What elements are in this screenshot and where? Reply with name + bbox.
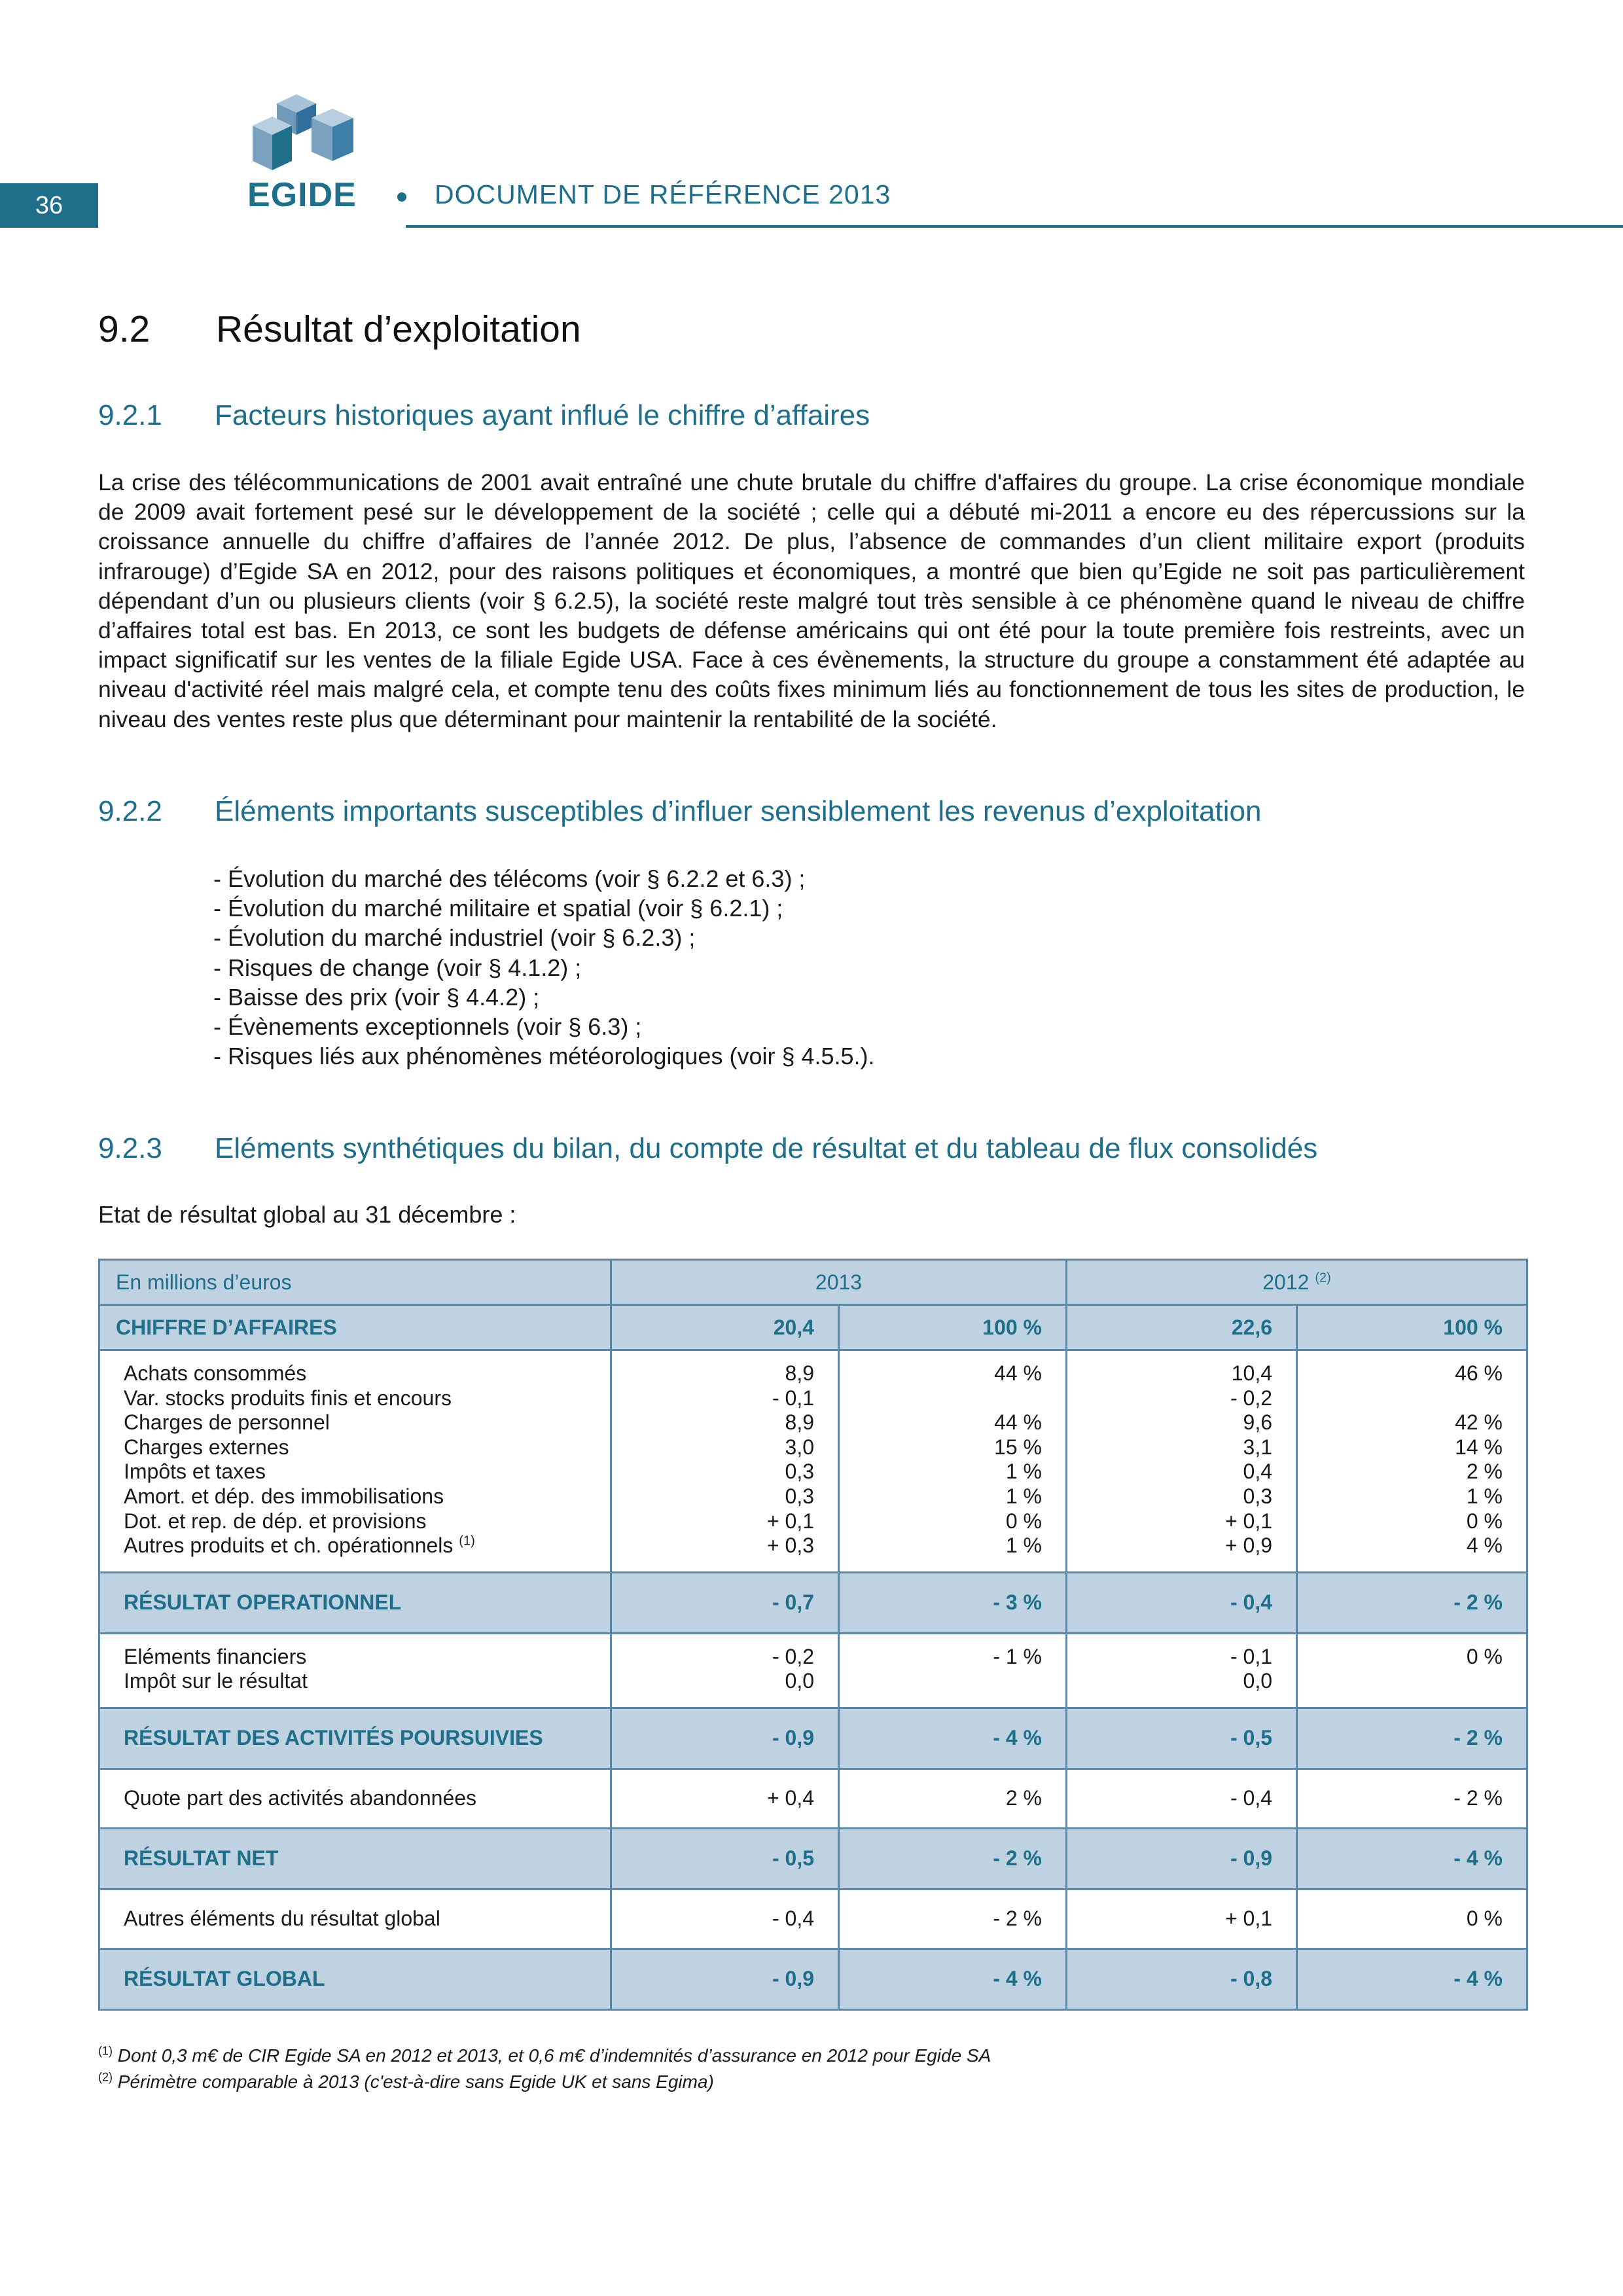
list-item: - Risques liés aux phénomènes météorologiques (voir § 4.5.5.).	[213, 1043, 875, 1070]
cell: 1 %	[1466, 1484, 1503, 1508]
cost-label: Dot. et rep. de dép. et provisions	[124, 1509, 427, 1533]
row-label: RÉSULTAT NET	[99, 1828, 611, 1889]
table-row-financial	[99, 1633, 1527, 1708]
table-caption: Etat de résultat global au 31 décembre :	[98, 1201, 516, 1228]
value-2013: + 0,4	[611, 1768, 839, 1828]
cost-label: Achats consommés	[124, 1361, 307, 1385]
table-header-row	[99, 1260, 1527, 1305]
value-2012: - 0,9	[1067, 1828, 1297, 1889]
financial-percents-2012	[1297, 1633, 1527, 1708]
cell: 1 %	[1005, 1460, 1042, 1484]
cost-labels	[99, 1350, 611, 1573]
subsection-number: 9.2.2	[98, 795, 162, 827]
cost-label: Impôts et taxes	[124, 1460, 266, 1484]
cell: - 0,2	[772, 1644, 814, 1668]
table-row-other-comprehensive	[99, 1889, 1527, 1948]
subsection-title: Eléments synthétiques du bilan, du compte de résultat et du tableau de flux consolidés	[215, 1132, 1318, 1164]
percent-2012: - 2 %	[1297, 1572, 1527, 1633]
subsection-heading-3	[98, 1132, 1317, 1165]
cell: 9,6	[1243, 1410, 1272, 1435]
cell: 8,9	[785, 1410, 814, 1435]
cost-percents-2012	[1297, 1350, 1527, 1573]
cell: 4 %	[1466, 1534, 1503, 1558]
table-row-discontinued	[99, 1768, 1527, 1828]
cell: 0 %	[1005, 1509, 1042, 1533]
section-heading	[98, 308, 581, 351]
value-2012: - 0,4	[1067, 1768, 1297, 1828]
cell: 44 %	[994, 1410, 1042, 1435]
cost-label: Autres produits et ch. opérationnels	[124, 1534, 454, 1558]
income-statement-table	[98, 1259, 1528, 2011]
footnote-ref: (1)	[459, 1534, 475, 1549]
list-item: - Risques de change (voir § 4.1.2) ;	[213, 954, 582, 981]
page-number: 36	[0, 183, 98, 228]
financial-values-2012	[1067, 1633, 1297, 1708]
value-2013: - 0,9	[611, 1708, 839, 1768]
cell: 14 %	[1455, 1435, 1503, 1459]
header-year-2012-label: 2012	[1262, 1270, 1310, 1294]
percent-2013: - 2 %	[839, 1889, 1067, 1948]
cell: 44 %	[994, 1361, 1042, 1385]
section-number: 9.2	[98, 308, 151, 350]
cell: 1 %	[1005, 1484, 1042, 1508]
list-item: - Évolution du marché industriel (voir § 6.2.3) ;	[213, 924, 696, 952]
percent-2012: - 4 %	[1297, 1948, 1527, 2009]
row-label: Impôt sur le résultat	[124, 1669, 308, 1693]
list-item: - Évolution du marché des télécoms (voir § 6.2.2 et 6.3) ;	[213, 865, 806, 892]
row-label: RÉSULTAT OPERATIONNEL	[99, 1572, 611, 1633]
value-2012: - 0,5	[1067, 1708, 1297, 1768]
cell: 10,4	[1231, 1361, 1272, 1385]
percent-2012: - 4 %	[1297, 1828, 1527, 1889]
cell: + 0,1	[766, 1509, 814, 1533]
cell: 0,3	[785, 1460, 814, 1484]
subsection-number: 9.2.3	[98, 1132, 162, 1164]
header-unit-label: En millions d’euros	[99, 1260, 611, 1305]
percent-2013: 100 %	[839, 1305, 1067, 1350]
table-row-costs	[99, 1350, 1527, 1573]
value-2012: - 0,4	[1067, 1572, 1297, 1633]
cell: 0,3	[785, 1484, 814, 1508]
row-label: CHIFFRE D’AFFAIRES	[99, 1305, 611, 1350]
percent-2013: - 4 %	[839, 1948, 1067, 2009]
cost-label: Var. stocks produits finis et encours	[124, 1386, 452, 1410]
value-2012: - 0,8	[1067, 1948, 1297, 2009]
cell: 8,9	[785, 1361, 814, 1385]
footnote-text: Dont 0,3 m€ de CIR Egide SA en 2012 et 2013, et 0,6 m€ d’indemnités d’assurance en 2012 pour Egide SA	[117, 2045, 991, 2066]
percent-2012: 100 %	[1297, 1305, 1527, 1350]
percent-2013: - 4 %	[839, 1708, 1067, 1768]
header-year-2012	[1067, 1260, 1527, 1305]
cell	[1321, 1386, 1503, 1411]
document-title: DOCUMENT DE RÉFÉRENCE 2013	[435, 179, 891, 209]
cell: - 0,1	[1230, 1644, 1272, 1668]
section-title: Résultat d’exploitation	[216, 308, 581, 350]
cell	[863, 1669, 1042, 1694]
subsection-title: Facteurs historiques ayant influé le chiffre d’affaires	[215, 399, 870, 431]
table-row-net-result	[99, 1828, 1527, 1889]
percent-2012: 0 %	[1297, 1889, 1527, 1948]
cell: 3,1	[1243, 1435, 1272, 1459]
value-2013: - 0,9	[611, 1948, 839, 2009]
cell: 42 %	[1455, 1410, 1503, 1435]
cost-label: Charges externes	[124, 1435, 289, 1459]
cell: 0,4	[1243, 1460, 1272, 1484]
cell: - 0,1	[772, 1386, 814, 1410]
list-item: - Évènements exceptionnels (voir § 6.3) ;	[213, 1013, 642, 1041]
cell: + 0,9	[1224, 1534, 1272, 1558]
cell: 0,3	[1243, 1484, 1272, 1508]
percent-2013: - 3 %	[839, 1572, 1067, 1633]
logo-wordmark: EGIDE	[247, 176, 357, 214]
row-label: Eléments financiers	[124, 1644, 307, 1668]
table-row-operating-result	[99, 1572, 1527, 1633]
footnote-ref: (2)	[1315, 1270, 1331, 1285]
cell	[1321, 1669, 1503, 1694]
value-2012: + 0,1	[1067, 1889, 1297, 1948]
subsection-heading-1	[98, 399, 870, 432]
cost-values-2012	[1067, 1350, 1297, 1573]
body-paragraph: La crise des télécommunications de 2001 avait entraîné une chute brutale du chiffre d'affaires du groupe. La crise économique mondiale de 2009 avait fortement pesé sur le développement de la société ; celle qui a débuté mi-2011 a encore eu des répercussions sur la croissance annuelle du chiffre d’affaires de l’année 2012. De plus, l’absence de commandes d’un client militaire export (produits infrarouge) d’Egide SA en 2012, pour des raisons politiques et économiques, a montré que bien qu’Egide ne soit pas particulièrement dépendant d’un ou plusieurs clients (voir § 6.2.5), la société reste malgré tout très sensible à ce phénomène quand le niveau de chiffre d’affaires total est bas. En 2013, ce sont les budgets de défense américains qui ont été pour la toute première fois restreints, avec un impact significatif sur les ventes de la filiale Egide USA. Face à ces évènements, la structure du groupe a constamment été adaptée au niveau d'activité réel mais malgré cela, et compte tenu des coûts fixes minimum liés au fonctionnement de tous les sites de production, le niveau des ventes reste plus que déterminant pour maintenir la rentabilité de la société.	[98, 469, 1525, 732]
subsection-heading-2	[98, 795, 1262, 828]
list-item: - Baisse des prix (voir § 4.4.2) ;	[213, 983, 540, 1011]
row-label: RÉSULTAT GLOBAL	[99, 1948, 611, 2009]
financial-labels	[99, 1633, 611, 1708]
cell: 46 %	[1455, 1361, 1503, 1385]
table-row-continuing-activities	[99, 1708, 1527, 1768]
percent-2013: 2 %	[839, 1768, 1067, 1828]
value-2013: - 0,7	[611, 1572, 839, 1633]
cell: 0 %	[1466, 1644, 1503, 1668]
footnote-2	[98, 2072, 714, 2092]
footnote-mark: (2)	[98, 2070, 113, 2084]
footnote-1	[98, 2045, 991, 2066]
cell: + 0,3	[766, 1534, 814, 1558]
row-label: Quote part des activités abandonnées	[99, 1768, 611, 1828]
cell: 0,0	[1243, 1669, 1272, 1693]
subsection-title: Éléments importants susceptibles d’influer sensiblement les revenus d’exploitation	[215, 795, 1262, 827]
table-row-global-result	[99, 1948, 1527, 2009]
cell: 0,0	[785, 1669, 814, 1693]
subsection-number: 9.2.1	[98, 399, 162, 431]
percent-2013: - 2 %	[839, 1828, 1067, 1889]
footnote-mark: (1)	[98, 2044, 113, 2058]
header-year-2013: 2013	[611, 1260, 1067, 1305]
list-item: - Évolution du marché militaire et spatial (voir § 6.2.1) ;	[213, 895, 783, 922]
value-2013: - 0,5	[611, 1828, 839, 1889]
header-bullet	[397, 192, 406, 202]
cell: + 0,1	[1224, 1509, 1272, 1533]
cost-values-2013	[611, 1350, 839, 1573]
cell: 15 %	[994, 1435, 1042, 1459]
value-2012: 22,6	[1067, 1305, 1297, 1350]
cost-label: Amort. et dép. des immobilisations	[124, 1484, 444, 1508]
cost-percents-2013	[839, 1350, 1067, 1573]
cell: 0 %	[1466, 1509, 1503, 1533]
financial-percents-2013	[839, 1633, 1067, 1708]
cell: 2 %	[1466, 1460, 1503, 1484]
row-label: RÉSULTAT DES ACTIVITÉS POURSUIVIES	[99, 1708, 611, 1768]
cost-label: Charges de personnel	[124, 1410, 330, 1435]
percent-2012: - 2 %	[1297, 1708, 1527, 1768]
cell: - 1 %	[993, 1644, 1042, 1668]
percent-2012: - 2 %	[1297, 1768, 1527, 1828]
financial-values-2013	[611, 1633, 839, 1708]
footnote-text: Périmètre comparable à 2013 (c'est-à-dire sans Egide UK et sans Egima)	[117, 2072, 714, 2092]
cell	[863, 1386, 1042, 1411]
value-2013: - 0,4	[611, 1889, 839, 1948]
row-label: Autres éléments du résultat global	[99, 1889, 611, 1948]
factors-list	[213, 864, 875, 1071]
header-divider	[406, 225, 1623, 228]
value-2013: 20,4	[611, 1305, 839, 1350]
cell: 3,0	[785, 1435, 814, 1459]
table-row-revenue	[99, 1305, 1527, 1350]
cell: 1 %	[1005, 1534, 1042, 1558]
cell: - 0,2	[1230, 1386, 1272, 1410]
cost-label-with-note	[124, 1534, 586, 1558]
